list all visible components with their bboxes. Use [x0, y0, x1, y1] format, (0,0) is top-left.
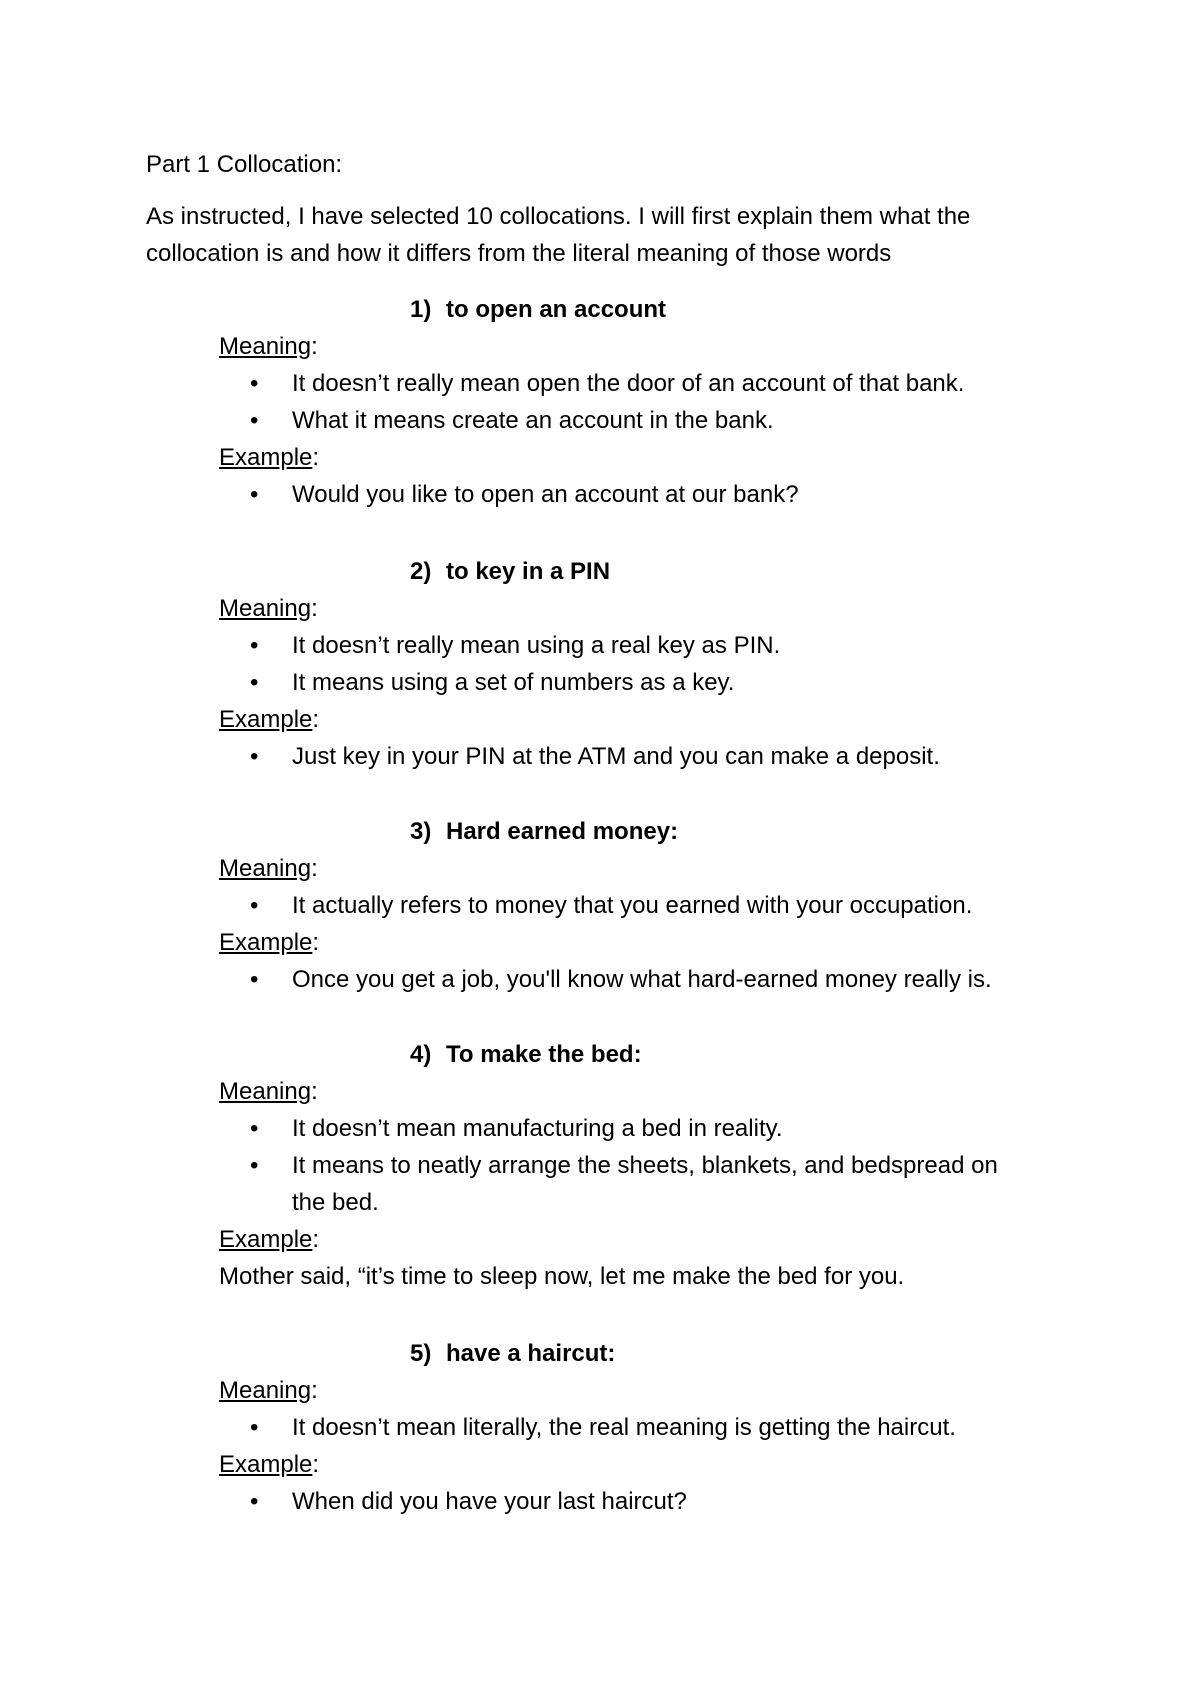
- intro-line-2: collocation is and how it differs from the literal meaning of those words: [146, 240, 892, 267]
- bullet-icon: •: [250, 1152, 259, 1179]
- collocation-heading: [410, 553, 610, 590]
- meaning-label: Meaning:: [219, 1078, 318, 1105]
- collocation-title: have a haircut:: [446, 1340, 616, 1367]
- meaning-text: the bed.: [292, 1189, 379, 1216]
- collocation-number: 2): [410, 558, 432, 585]
- intro-paragraph: [146, 198, 1086, 272]
- bullet-icon: •: [250, 632, 259, 659]
- bullet-icon: •: [250, 1414, 259, 1441]
- collocation-heading: [410, 291, 666, 328]
- document-title: Part 1 Collocation:: [146, 151, 343, 178]
- bullet-icon: •: [250, 407, 259, 434]
- example-label: Example:: [219, 1451, 320, 1478]
- meaning-label: Meaning:: [219, 1377, 318, 1404]
- collocation-heading: [410, 813, 678, 850]
- collocation-number: 4): [410, 1041, 432, 1068]
- meaning-text: It actually refers to money that you earned with your occupation.: [292, 892, 973, 919]
- bullet-icon: •: [250, 892, 259, 919]
- example-label: Example:: [219, 929, 320, 956]
- meaning-text: It means using a set of numbers as a key.: [292, 669, 735, 696]
- meaning-label: Meaning:: [219, 855, 318, 882]
- intro-line-1: As instructed, I have selected 10 collocations. I will first explain them what the: [146, 203, 971, 230]
- example-label: Example:: [219, 1226, 320, 1253]
- collocation-heading: [410, 1335, 615, 1372]
- collocation-number: 1): [410, 296, 432, 323]
- bullet-icon: •: [250, 1115, 259, 1142]
- meaning-label: Meaning:: [219, 333, 318, 360]
- meaning-text: It doesn’t mean literally, the real meaning is getting the haircut.: [292, 1414, 956, 1441]
- example-text: Once you get a job, you'll know what hard-earned money really is.: [292, 966, 992, 993]
- collocation-number: 5): [410, 1340, 432, 1367]
- bullet-icon: •: [250, 1488, 259, 1515]
- collocation-number: 3): [410, 818, 432, 845]
- meaning-label: Meaning:: [219, 595, 318, 622]
- bullet-icon: •: [250, 966, 259, 993]
- collocation-title: Hard earned money:: [446, 818, 679, 845]
- bullet-icon: •: [250, 669, 259, 696]
- bullet-icon: •: [250, 481, 259, 508]
- collocation-title: To make the bed:: [446, 1041, 642, 1068]
- collocation-heading: [410, 1036, 642, 1073]
- collocation-title: to open an account: [446, 296, 667, 323]
- meaning-text: It doesn’t really mean using a real key as PIN.: [292, 632, 781, 659]
- meaning-text: It means to neatly arrange the sheets, blankets, and bedspread on: [292, 1152, 998, 1179]
- bullet-icon: •: [250, 370, 259, 397]
- bullet-icon: •: [250, 743, 259, 770]
- example-label: Example:: [219, 444, 320, 471]
- meaning-text: It doesn’t mean manufacturing a bed in reality.: [292, 1115, 783, 1142]
- example-text: When did you have your last haircut?: [292, 1488, 687, 1515]
- collocation-title: to key in a PIN: [446, 558, 611, 585]
- example-text: Just key in your PIN at the ATM and you can make a deposit.: [292, 743, 940, 770]
- example-text: Would you like to open an account at our bank?: [292, 481, 799, 508]
- example-label: Example:: [219, 706, 320, 733]
- meaning-text: What it means create an account in the bank.: [292, 407, 774, 434]
- meaning-text: It doesn’t really mean open the door of an account of that bank.: [292, 370, 965, 397]
- example-text: Mother said, “it’s time to sleep now, let me make the bed for you.: [219, 1263, 905, 1290]
